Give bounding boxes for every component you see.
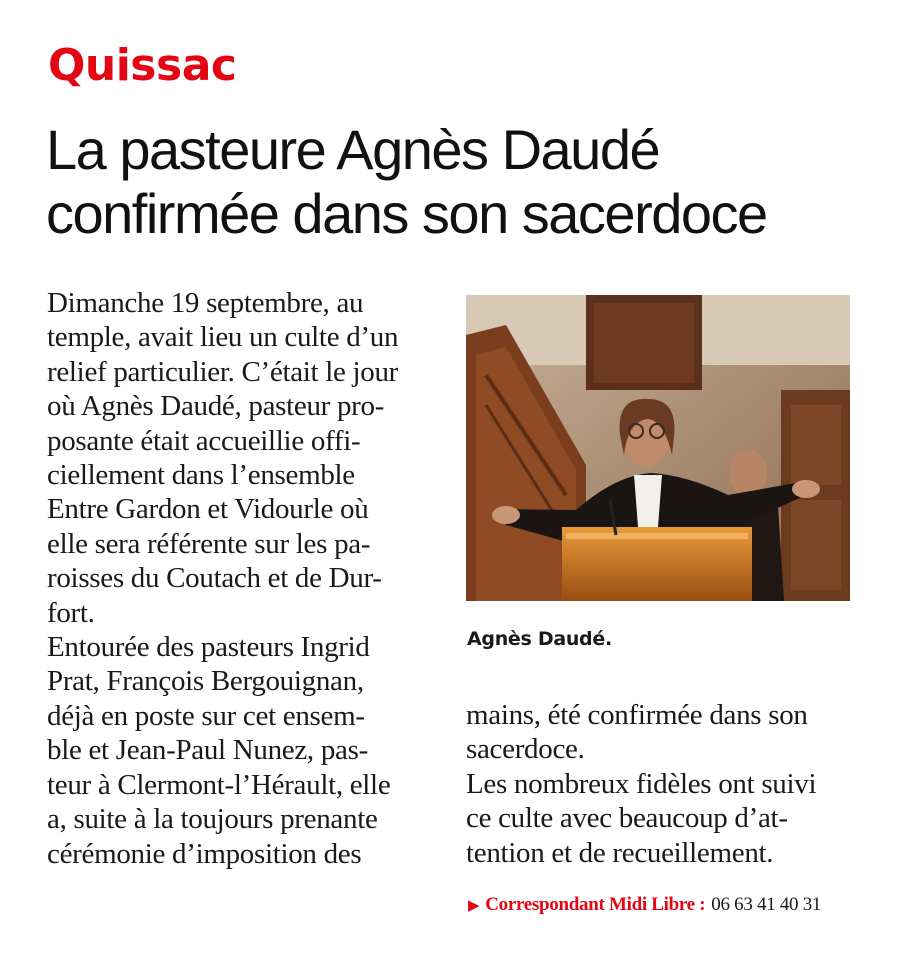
correspondent-credit bbox=[468, 894, 821, 916]
body-line: teur à Clermont-l’Hérault, elle bbox=[47, 768, 391, 801]
body-line: elle sera référente sur les pa- bbox=[47, 527, 371, 560]
body-line: sacerdoce. bbox=[466, 733, 585, 766]
body-line: Entre Gardon et Vidourle où bbox=[47, 493, 369, 526]
article-body-right-column bbox=[466, 698, 866, 870]
pastor-at-pulpit-illustration bbox=[466, 295, 850, 601]
body-line: ce culte avec beaucoup d’at- bbox=[466, 802, 788, 835]
body-line: déjà en poste sur cet ensem- bbox=[47, 699, 365, 732]
headline-line: La pasteure Agnès Daudé bbox=[46, 118, 660, 181]
body-line: roisses du Coutach et de Dur- bbox=[47, 562, 382, 595]
photo-caption: Agnès Daudé. bbox=[467, 628, 612, 650]
play-arrow-icon: ▶ bbox=[468, 898, 480, 914]
credit-phone: 06 63 41 40 31 bbox=[711, 894, 822, 915]
body-line: cérémonie d’imposition des bbox=[47, 837, 362, 870]
body-line: Dimanche 19 septembre, au bbox=[47, 287, 364, 319]
body-line: mains, été confirmée dans son bbox=[466, 699, 808, 731]
body-line: tention et de recueillement. bbox=[466, 836, 774, 869]
body-line: ciellement dans l’ensemble bbox=[47, 459, 355, 492]
headline-line: confirmée dans son sacerdoce bbox=[46, 182, 767, 245]
body-line: ble et Jean-Paul Nunez, pas- bbox=[47, 734, 368, 767]
body-line: Entourée des pasteurs Ingrid bbox=[47, 631, 370, 664]
body-line: fort. bbox=[47, 596, 95, 629]
article-body-left-column bbox=[47, 286, 435, 871]
article-photo bbox=[466, 295, 850, 601]
body-line: Prat, François Bergouignan, bbox=[47, 665, 364, 698]
article-kicker: Quissac bbox=[48, 40, 237, 91]
body-line: relief particulier. C’était le jour bbox=[47, 355, 399, 388]
body-line: a, suite à la toujours prenante bbox=[47, 803, 378, 836]
body-line: posante était accueillie offi- bbox=[47, 424, 361, 457]
article-headline bbox=[46, 118, 896, 246]
body-line: Les nombreux fidèles ont suivi bbox=[466, 767, 817, 800]
credit-label: Correspondant Midi Libre : bbox=[485, 894, 706, 915]
body-line: temple, avait lieu un culte d’un bbox=[47, 321, 399, 354]
body-line: où Agnès Daudé, pasteur pro- bbox=[47, 390, 385, 423]
